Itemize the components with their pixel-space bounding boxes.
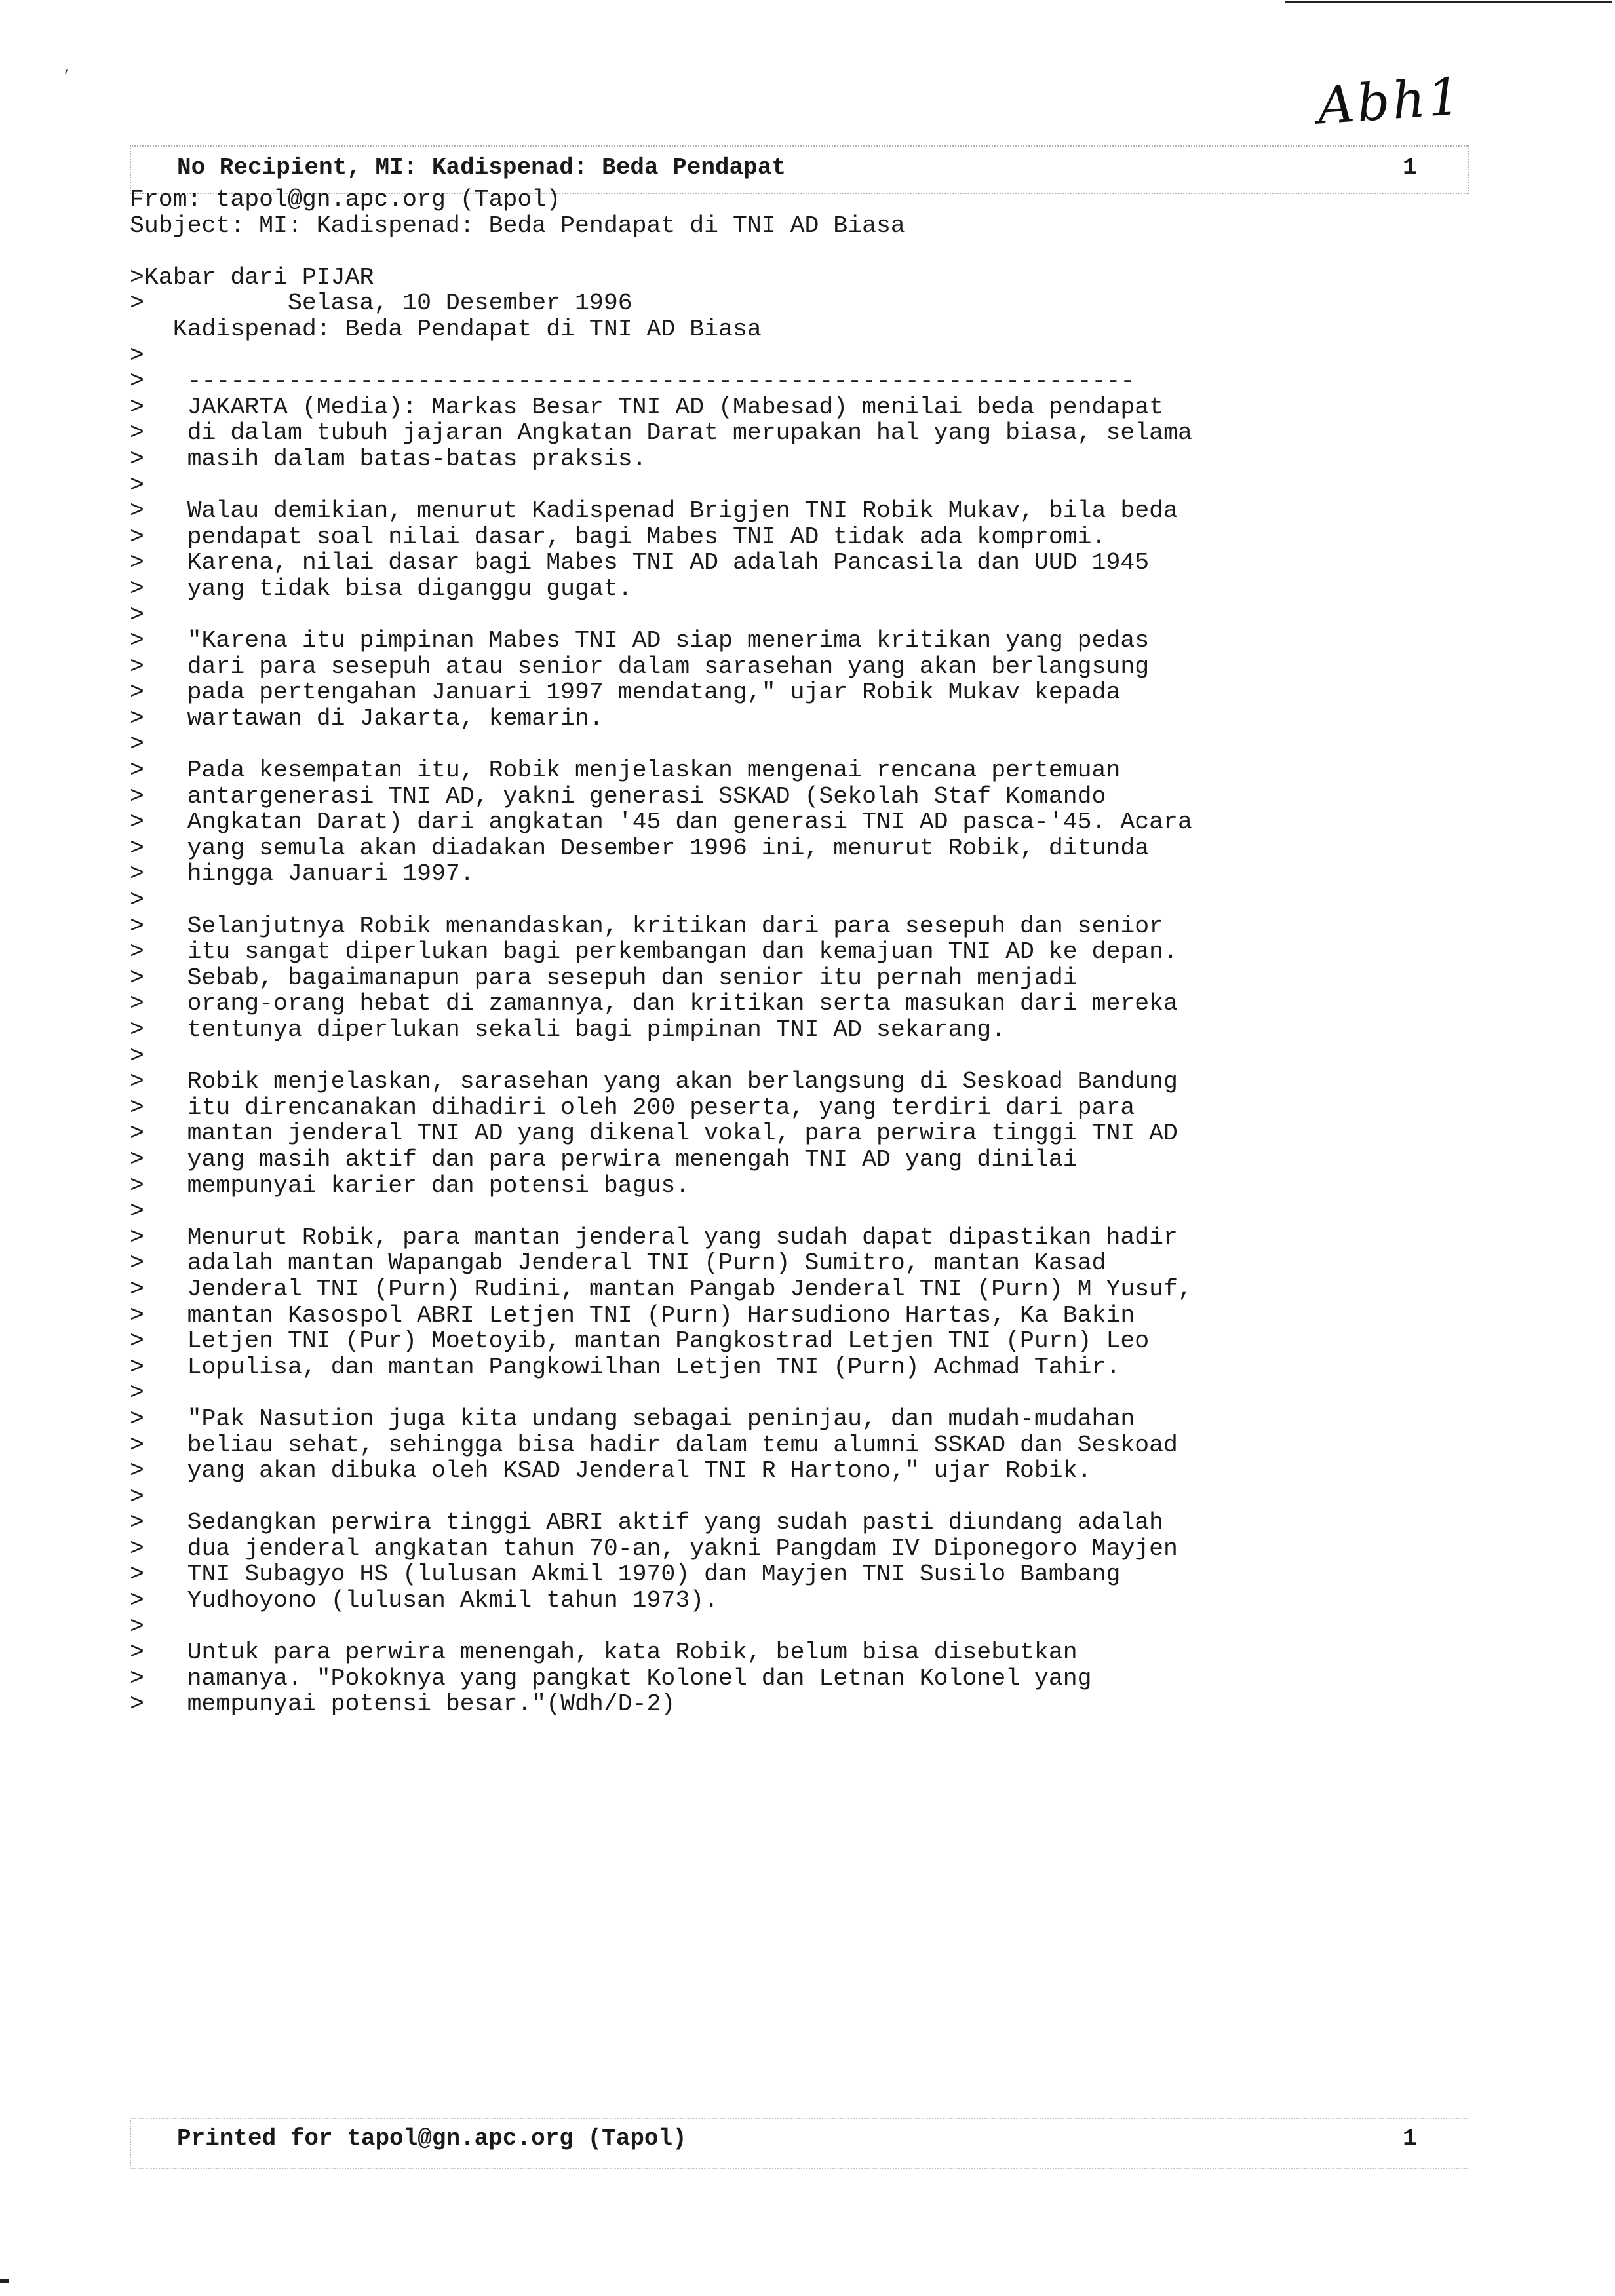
email-line: >: [130, 1198, 144, 1225]
email-line: > "Karena itu pimpinan Mabes TNI AD siap menerima kritikan yang pedas: [130, 627, 1150, 655]
scan-mark: ′: [64, 66, 69, 87]
email-line: > Sedangkan perwira tinggi ABRI aktif yang sudah pasti diundang adalah: [130, 1509, 1164, 1537]
email-line: > mempunyai potensi besar."(Wdh/D-2): [130, 1691, 676, 1718]
email-line: > wartawan di Jakarta, kemarin.: [130, 704, 604, 732]
email-line: > adalah mantan Wapangab Jenderal TNI (Purn) Sumitro, mantan Kasad: [130, 1250, 1106, 1277]
email-line: > mantan jenderal TNI AD yang dikenal vokal, para perwira tinggi TNI AD: [130, 1120, 1178, 1147]
email-line: > mempunyai karier dan potensi bagus.: [130, 1172, 690, 1199]
email-line: > Robik menjelaskan, sarasehan yang akan berlangsung di Seskoad Bandung: [130, 1068, 1178, 1096]
email-line: [130, 239, 1441, 265]
header-title: No Recipient, MI: Kadispenad: Beda Pendapat: [177, 154, 786, 181]
email-line: > itu direncanakan dihadiri oleh 200 peserta, yang terdiri dari para: [130, 1094, 1135, 1121]
email-line: > yang akan dibuka oleh KSAD Jenderal TNI R Hartono," ujar Robik.: [130, 1457, 1092, 1485]
footer-printed-for: Printed for tapol@gn.apc.org (Tapol): [177, 2125, 687, 2152]
email-line: > pada pertengahan Januari 1997 mendatang," ujar Robik Mukav kepada: [130, 679, 1121, 706]
email-line: >: [130, 1379, 144, 1407]
email-line: > namanya. "Pokoknya yang pangkat Kolonel dan Letnan Kolonel yang: [130, 1664, 1092, 1692]
scan-edge-rule: [1285, 1, 1612, 3]
email-line: > Angkatan Darat) dari angkatan '45 dan generasi TNI AD pasca-'45. Acara: [130, 809, 1192, 836]
email-line: >: [130, 887, 144, 914]
email-line: > mantan Kasospol ABRI Letjen TNI (Purn) Harsudiono Hartas, Ka Bakin: [130, 1301, 1135, 1329]
email-line: > tentunya diperlukan sekali bagi pimpinan TNI AD sekarang.: [130, 1016, 1006, 1043]
email-line: > TNI Subagyo HS (lulusan Akmil 1970) dan Mayjen TNI Susilo Bambang: [130, 1561, 1121, 1588]
email-line: >: [130, 1613, 144, 1640]
email-line: > masih dalam batas-batas praksis.: [130, 445, 647, 472]
email-line: > Yudhoyono (lulusan Akmil tahun 1973).: [130, 1587, 719, 1615]
email-line: >: [130, 601, 144, 628]
email-line: > yang tidak bisa diganggu gugat.: [130, 575, 632, 602]
email-line: Kadispenad: Beda Pendapat di TNI AD Biasa: [130, 315, 762, 343]
email-line: > Selasa, 10 Desember 1996: [130, 290, 632, 317]
email-line: > di dalam tubuh jajaran Angkatan Darat merupakan hal yang biasa, selama: [130, 419, 1192, 447]
email-line: >: [130, 1042, 144, 1069]
email-line: >: [130, 341, 144, 369]
email-line: > ------------------------------------------------------------------: [130, 368, 1135, 395]
email-line: > Untuk para perwira menengah, kata Robik, belum bisa disebutkan: [130, 1639, 1078, 1666]
email-line: From: tapol@gn.apc.org (Tapol): [130, 186, 561, 213]
scan-edge-mark: [0, 2279, 9, 2283]
email-line: > Menurut Robik, para mantan jenderal yang sudah dapat dipastikan hadir: [130, 1223, 1178, 1251]
email-line: > Sebab, bagaimanapun para sesepuh dan senior itu pernah menjadi: [130, 964, 1078, 991]
email-line: > hingga Januari 1997.: [130, 860, 475, 888]
email-line: > dari para sesepuh atau senior dalam sarasehan yang akan berlangsung: [130, 653, 1150, 680]
email-line: > Lopulisa, dan mantan Pangkowilhan Letjen TNI (Purn) Achmad Tahir.: [130, 1353, 1121, 1381]
email-line: > Selanjutnya Robik menandaskan, kritikan dari para sesepuh dan senior: [130, 912, 1164, 940]
email-line: > beliau sehat, sehingga bisa hadir dalam temu alumni SSKAD dan Seskoad: [130, 1431, 1178, 1459]
email-line: > antargenerasi TNI AD, yakni generasi SSKAD (Sekolah Staf Komando: [130, 782, 1106, 810]
email-line: > yang semula akan diadakan Desember 1996 ini, menurut Robik, ditunda: [130, 834, 1150, 862]
handwritten-annotation: Abh1: [1315, 67, 1465, 136]
email-line: > pendapat soal nilai dasar, bagi Mabes TNI AD tidak ada kompromi.: [130, 523, 1106, 550]
email-line: >: [130, 471, 144, 499]
email-line: > Karena, nilai dasar bagi Mabes TNI AD adalah Pancasila dan UUD 1945: [130, 549, 1150, 577]
email-body: [130, 187, 1441, 1717]
email-line: >Kabar dari PIJAR: [130, 263, 374, 291]
email-line: >: [130, 731, 144, 758]
email-line: > Walau demikian, menurut Kadispenad Brigjen TNI Robik Mukav, bila beda: [130, 497, 1178, 525]
email-line: > orang-orang hebat di zamannya, dan kritikan serta masukan dari mereka: [130, 990, 1178, 1018]
email-line: Subject: MI: Kadispenad: Beda Pendapat di TNI AD Biasa: [130, 212, 905, 239]
header-page-number: 1: [1403, 154, 1417, 181]
email-line: > Pada kesempatan itu, Robik menjelaskan mengenai rencana pertemuan: [130, 757, 1121, 784]
email-line: > dua jenderal angkatan tahun 70-an, yakni Pangdam IV Diponegoro Mayjen: [130, 1535, 1178, 1562]
email-line: > itu sangat diperlukan bagi perkembangan dan kemajuan TNI AD ke depan.: [130, 938, 1178, 966]
footer-page-number: 1: [1403, 2125, 1417, 2152]
email-line: >: [130, 1483, 144, 1510]
email-line: > "Pak Nasution juga kita undang sebagai peninjau, dan mudah-mudahan: [130, 1405, 1135, 1432]
email-line: > yang masih aktif dan para perwira menengah TNI AD yang dinilai: [130, 1145, 1078, 1173]
email-line: > JAKARTA (Media): Markas Besar TNI AD (Mabesad) menilai beda pendapat: [130, 393, 1164, 421]
email-line: > Jenderal TNI (Purn) Rudini, mantan Pangab Jenderal TNI (Purn) M Yusuf,: [130, 1275, 1192, 1303]
email-line: > Letjen TNI (Pur) Moetoyib, mantan Pangkostrad Letjen TNI (Purn) Leo: [130, 1328, 1150, 1355]
